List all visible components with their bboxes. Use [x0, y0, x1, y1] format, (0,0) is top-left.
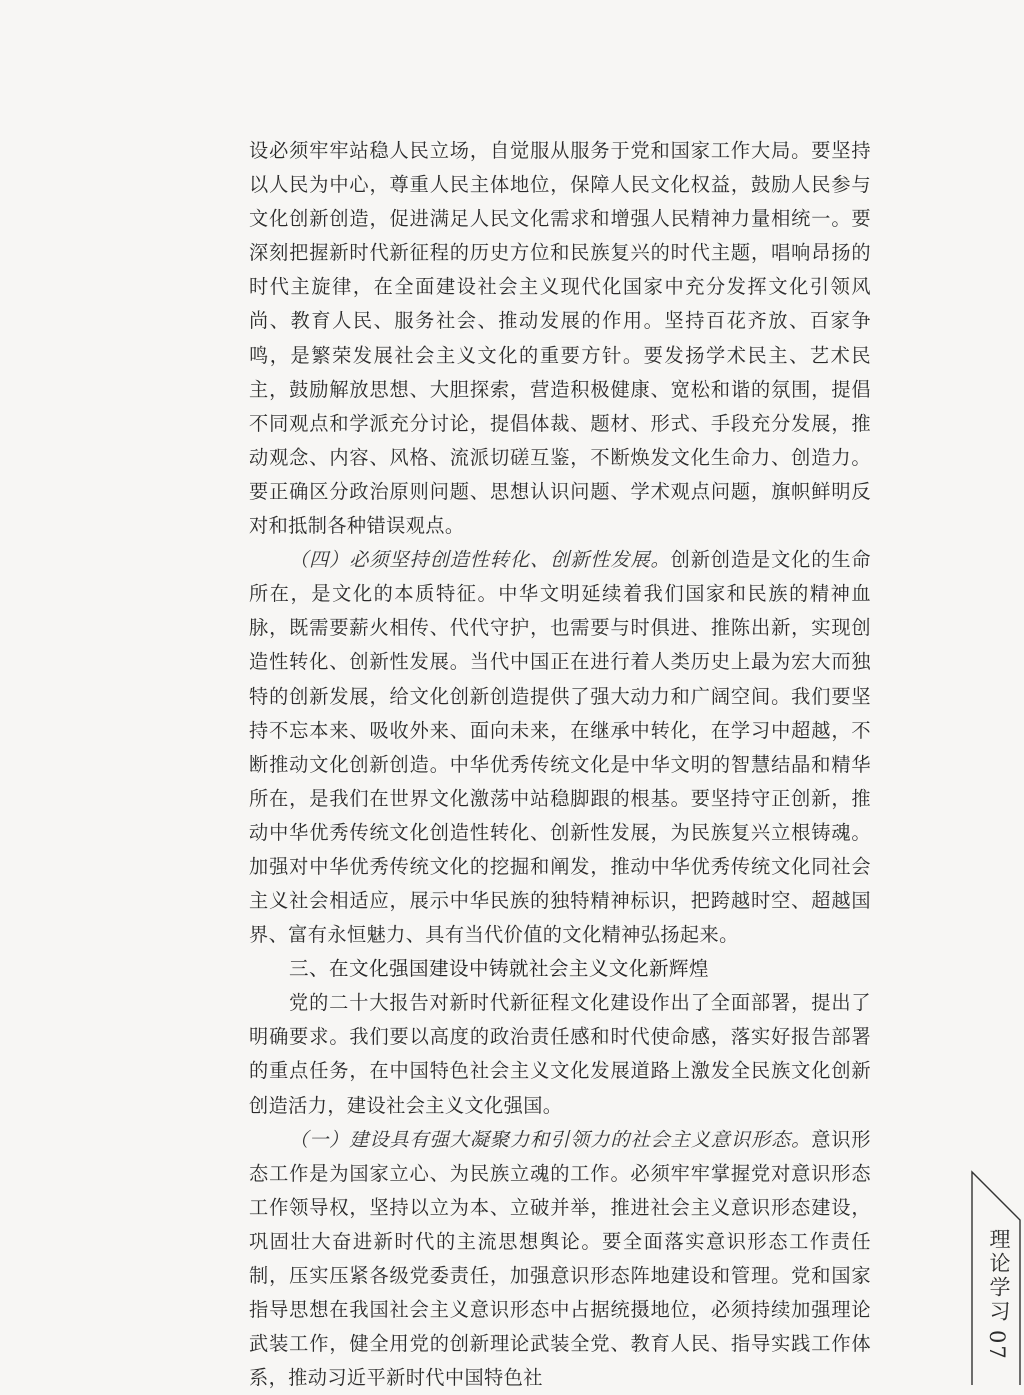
- paragraph-2-lead: （四）必须坚持创造性转化、创新性发展。: [289, 548, 671, 572]
- page-number: 07: [985, 1330, 1009, 1361]
- paragraph-1-text: 设必须牢牢站稳人民立场，自觉服从服务于党和国家工作大局。要坚持以人民为中心，尊重人民主体地位，保障人民文化权益，鼓励人民参与文化创新创造，促进满足人民文化需求和增强人民精神力量相统一。要深刻把握新时代新征程的历史方位和民族复兴的时代主题，唱响昂扬的时代主旋律，在全面建设社会主义现代化国家中充分发挥文化引领风尚、教育人民、服务社会、推动发展的作用。坚持百花齐放、百家争鸣，是繁荣发展社会主义文化的重要方针。要发扬学术民主、艺术民主，鼓励解放思想、大胆探索，营造积极健康、宽松和谐的氛围，提倡不同观点和学派充分讨论，提倡体裁、题材、形式、手段充分发展，推动观念、内容、风格、流派切磋互鉴，不断焕发文化生命力、创造力。要正确区分政治原则问题、思想认识问题、学术观点问题，旗帜鲜明反对和抵制各种错误观点。: [249, 139, 871, 538]
- paragraph-2-text: 创新创造是文化的生命所在，是文化的本质特征。中华文明延续着我们国家和民族的精神血脉，既需要薪火相传、代代守护，也需要与时俱进、推陈出新，实现创造性转化、创新性发展。当代中国正在进行着人类历史上最为宏大而独特的创新发展，给文化创新创造提供了强大动力和广阔空间。我们要坚持不忘本来、吸收外来、面向未来，在继承中转化，在学习中超越，不断推动文化创新创造。中华优秀传统文化是中华文明的智慧结晶和精华所在，是我们在世界文化激荡中站稳脚跟的根基。要坚持守正创新，推动中华优秀传统文化创造性转化、创新性发展，为民族复兴立根铸魂。加强对中华优秀传统文化的挖掘和阐发，推动中华优秀传统文化同社会主义社会相适应，展示中华民族的独特精神标识，把跨越时空、超越国界、富有永恒魅力、具有当代价值的文化精神弘扬起来。: [249, 548, 872, 947]
- paragraph-2: [249, 543, 871, 952]
- paragraph-1: [249, 134, 871, 543]
- paragraph-3-text: 党的二十大报告对新时代新征程文化建设作出了全面部署，提出了明确要求。我们要以高度的政治责任感和时代使命感，落实好报告部署的重点任务，在中国特色社会主义文化发展道路上激发全民族文化创新创造活力，建设社会主义文化强国。: [249, 991, 871, 1117]
- paragraph-4-text: 意识形态工作是为国家立心、为民族立魂的工作。必须牢牢掌握党对意识形态工作领导权，坚持以立为本、立破并举，推进社会主义意识形态建设，巩固壮大奋进新时代的主流思想舆论。要全面落实意识形态工作责任制，压实压紧各级党委责任，加强意识形态阵地建设和管理。党和国家指导思想在我国社会主义意识形态中占据统摄地位，必须持续加强理论武装工作，健全用党的创新理论武装全党、教育人民、指导实践工作体系，推动习近平新时代中国特色社: [249, 1127, 871, 1390]
- paragraph-4-lead: （一）建设具有强大凝聚力和引领力的社会主义意识形态。: [289, 1127, 812, 1151]
- paragraph-3: [249, 986, 871, 1122]
- section-side-tab: [968, 1170, 1024, 1385]
- section-heading: 三、在文化强国建设中铸就社会主义文化新辉煌: [289, 957, 709, 981]
- side-tab-label: 理论学习: [987, 1228, 1011, 1324]
- paragraph-4: [249, 1123, 871, 1395]
- article-body: [249, 134, 871, 1395]
